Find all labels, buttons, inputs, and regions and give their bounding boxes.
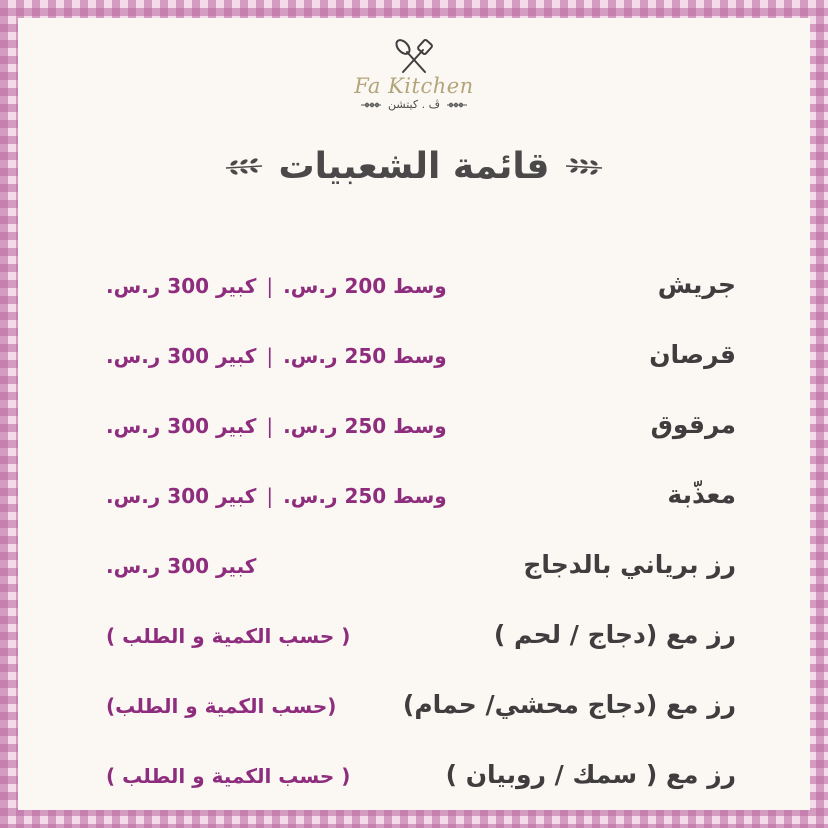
leaf-branch-icon	[446, 100, 468, 110]
price-large: كبير 300 ر.س.	[106, 554, 257, 578]
menu-item	[106, 270, 736, 310]
title-row	[18, 146, 810, 187]
price-note: (حسب الكمية و الطلب)	[106, 694, 337, 718]
price-separator: |	[266, 414, 274, 438]
price-large: كبير 300 ر.س.	[106, 414, 257, 438]
brand-arabic-name: ڤ . كيتشن	[388, 98, 440, 111]
item-prices	[106, 764, 526, 788]
item-name: قرصان	[649, 340, 736, 369]
item-prices	[106, 554, 526, 578]
laurel-branch-icon	[564, 155, 604, 179]
price-note: ( حسب الكمية و الطلب )	[106, 764, 351, 788]
item-prices	[106, 274, 526, 298]
item-name: رز برياني بالدجاج	[523, 550, 736, 579]
leaf-branch-icon	[360, 100, 382, 110]
price-medium: وسط 250 ر.س.	[283, 344, 447, 368]
price-large: كبير 300 ر.س.	[106, 344, 257, 368]
price-medium: وسط 250 ر.س.	[283, 414, 447, 438]
menu-card	[18, 18, 810, 810]
item-prices	[106, 344, 526, 368]
item-name: رز مع (دجاج محشي/ حمام)	[402, 690, 736, 719]
price-medium: وسط 200 ر.س.	[283, 274, 447, 298]
menu-item	[106, 760, 736, 800]
item-name: جريش	[657, 270, 736, 299]
menu-title: قائمة الشعبيات	[278, 146, 550, 187]
price-large: كبير 300 ر.س.	[106, 484, 257, 508]
menu-item	[106, 690, 736, 730]
item-name: معذّبة	[667, 480, 736, 509]
item-name: مرقوق	[650, 410, 736, 439]
menu-item	[106, 410, 736, 450]
brand-name: Fa Kitchen	[354, 74, 474, 98]
brand-logo	[18, 38, 810, 111]
laurel-branch-icon	[224, 155, 264, 179]
menu-item	[106, 620, 736, 660]
price-note: ( حسب الكمية و الطلب )	[106, 624, 351, 648]
price-large: كبير 300 ر.س.	[106, 274, 257, 298]
price-separator: |	[266, 274, 274, 298]
item-name: رز مع (دجاج / لحم )	[493, 620, 736, 649]
whisk-spatula-icon	[389, 38, 439, 76]
item-prices	[106, 484, 526, 508]
item-prices	[106, 694, 526, 718]
item-prices	[106, 414, 526, 438]
price-separator: |	[266, 484, 274, 508]
menu-item	[106, 480, 736, 520]
menu-item	[106, 550, 736, 590]
price-medium: وسط 250 ر.س.	[283, 484, 447, 508]
price-separator: |	[266, 344, 274, 368]
item-name: رز مع ( سمك / روبيان )	[445, 760, 736, 789]
menu-item	[106, 340, 736, 380]
item-prices	[106, 624, 526, 648]
